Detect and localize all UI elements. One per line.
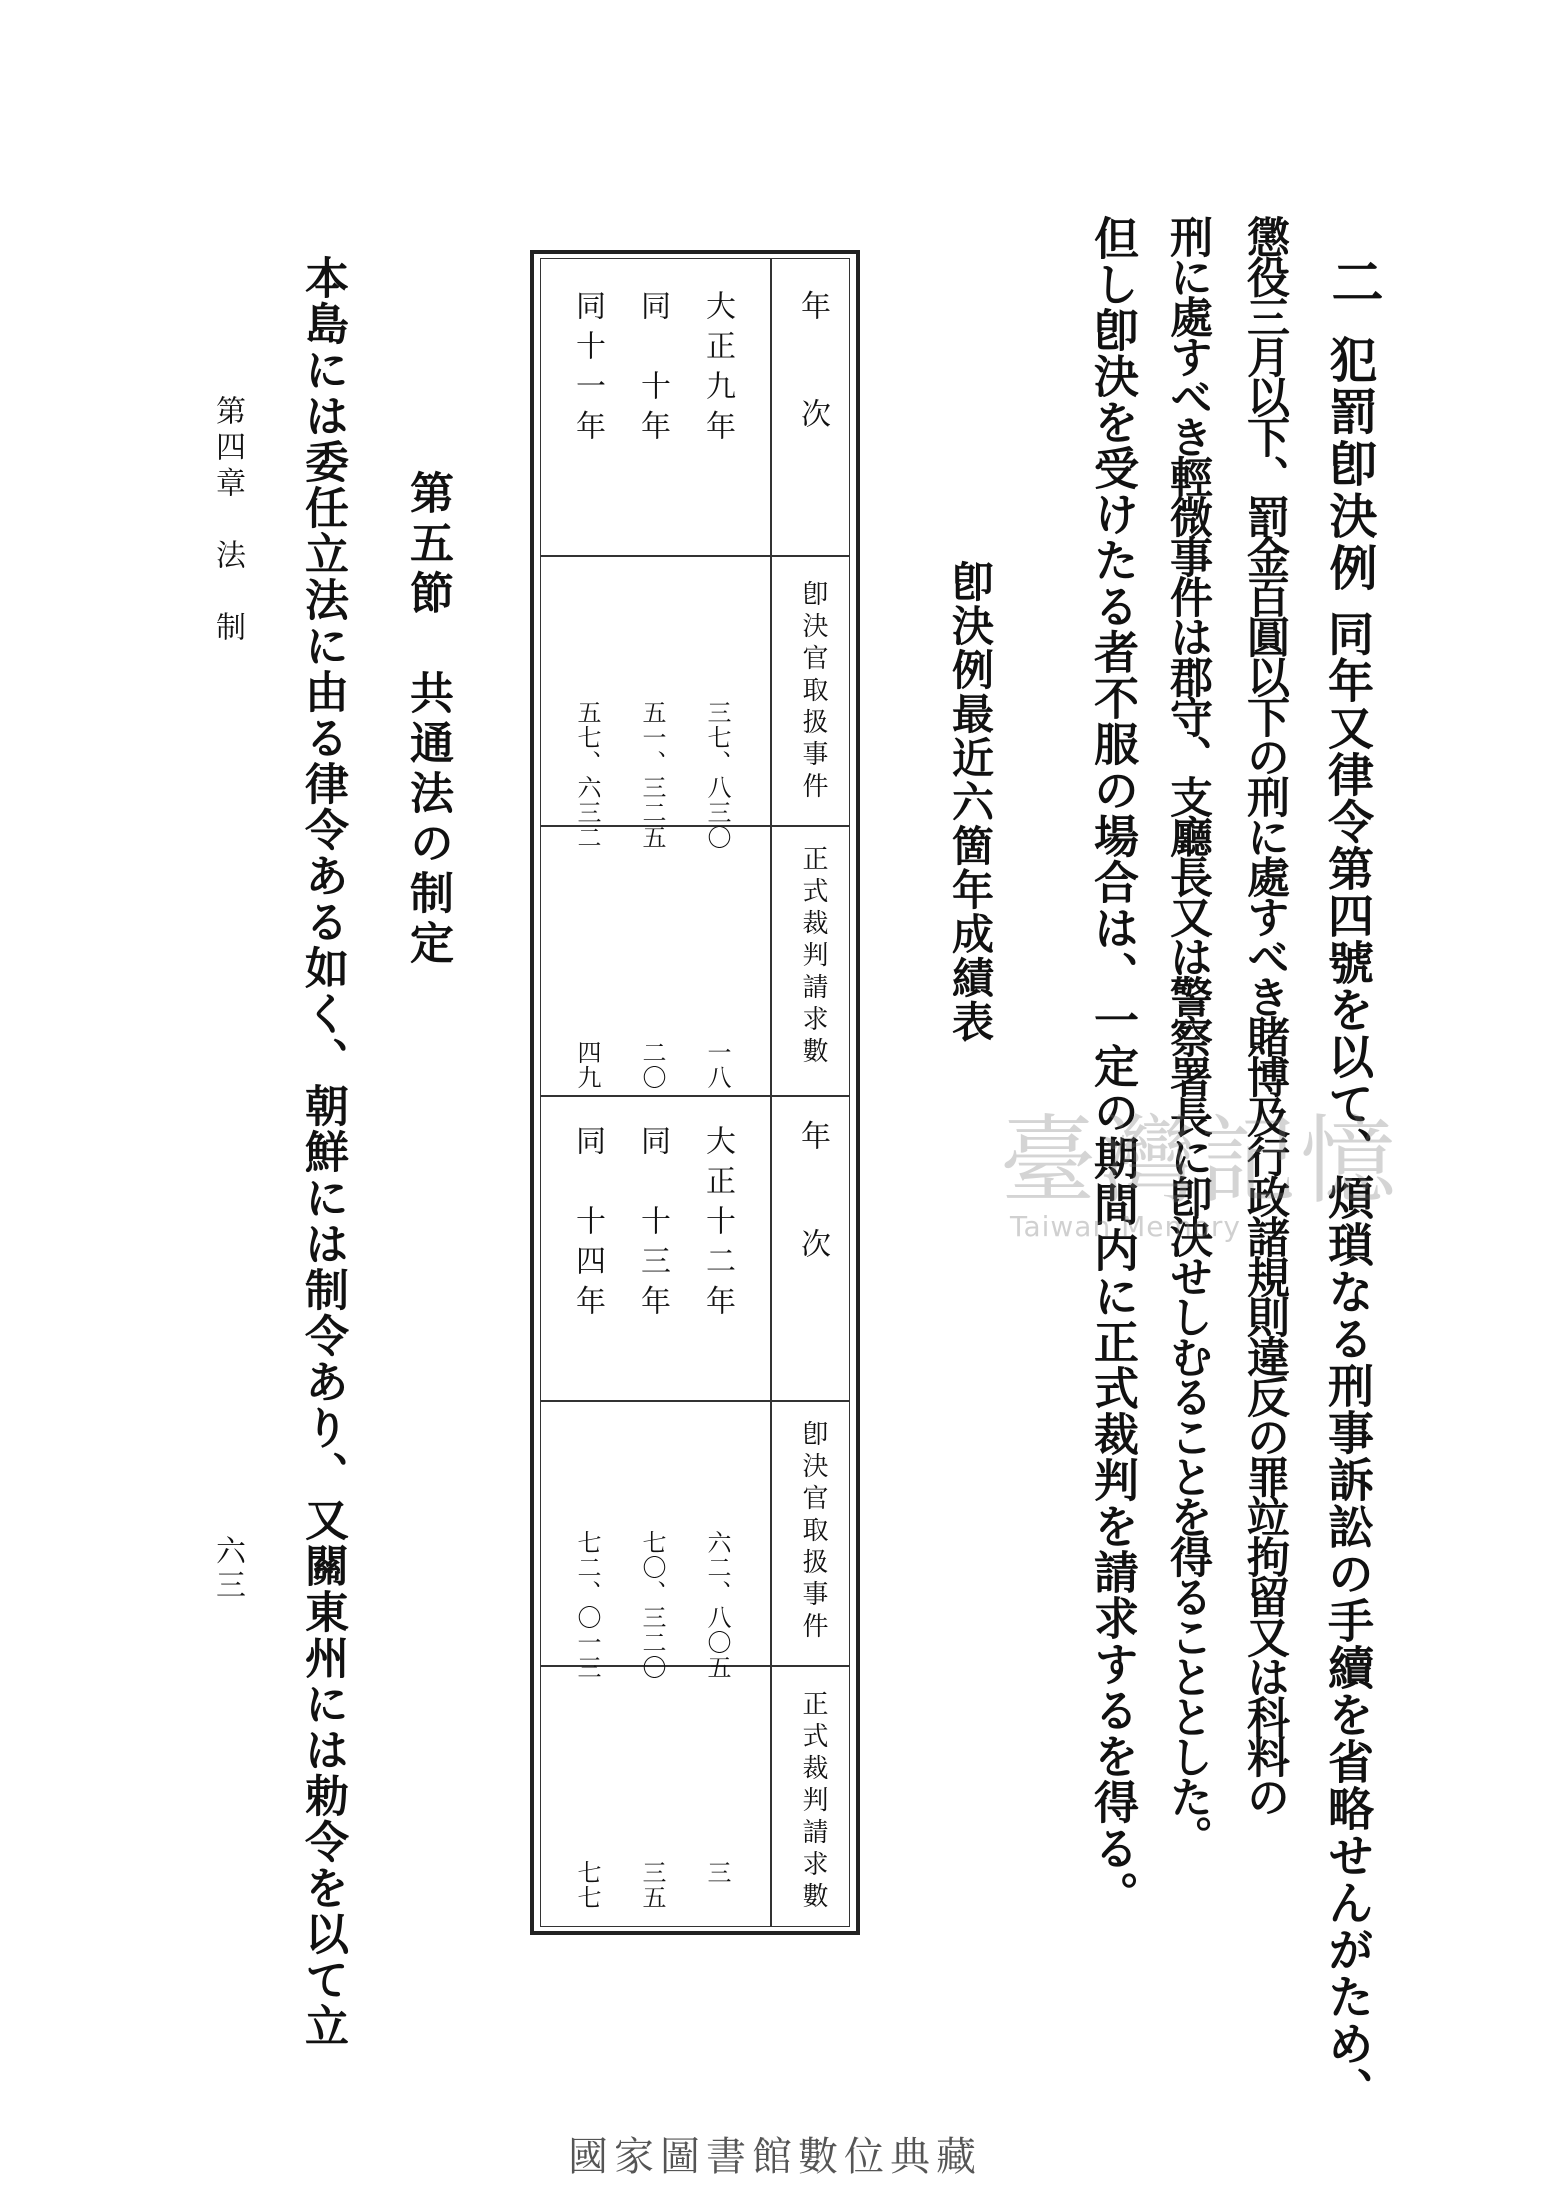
table-cell-year: 同 十三年 bbox=[635, 1125, 670, 1325]
paragraph-line-3: 刑に處すべき輕微事件は郡守、支廳長又は警察署長に卽決せしむることを得ることとした。 bbox=[1163, 215, 1213, 1855]
paragraph-line-1: 同年又律令第四號を以て、煩瑣なる刑事訴訟の手續を省略せんがため、 bbox=[1321, 610, 1375, 2114]
table-header-requests: 正式裁判請求數 bbox=[798, 1690, 828, 1914]
heading-title: 犯罰卽決例 bbox=[1321, 335, 1377, 595]
table-column-divider bbox=[770, 258, 772, 1927]
table-cell-year: 同十一年 bbox=[570, 290, 605, 450]
table-header-handled: 卽決官取扱事件 bbox=[798, 1420, 828, 1644]
table-cell-requests: 七七 bbox=[573, 1860, 601, 1910]
table-cell-handled: 七二、〇一三 bbox=[573, 1530, 601, 1680]
table-cell-requests: 二〇 bbox=[638, 1040, 666, 1090]
table-cell-handled: 六二、八〇五 bbox=[703, 1530, 731, 1680]
table-header-year: 年 次 bbox=[795, 1120, 830, 1282]
table-header-requests: 正式裁判請求數 bbox=[798, 845, 828, 1069]
heading-number: 二 bbox=[1322, 255, 1383, 311]
table-header-handled: 卽決官取扱事件 bbox=[798, 580, 828, 804]
paragraph-line-2: 懲役三月以下、罰金百圓以下の刑に處すべき賭博及行政諸規則違反の罪竝拘留又は科料の bbox=[1240, 215, 1290, 1815]
paragraph-line-4: 但し卽決を受けたる者不服の場合は、一定の期間内に正式裁判を請求するを得る。 bbox=[1086, 215, 1139, 1917]
table-cell-handled: 七〇、三二〇 bbox=[638, 1530, 666, 1680]
page-number: 六三 bbox=[210, 1535, 245, 1603]
watermark-subtext: Taiwan Memory bbox=[1010, 1210, 1241, 1243]
table-cell-handled: 五一、三二五 bbox=[638, 700, 666, 850]
table-divider bbox=[540, 1095, 850, 1097]
table-cell-year: 大正九年 bbox=[700, 290, 735, 450]
table-divider bbox=[540, 1400, 850, 1402]
table-divider bbox=[540, 555, 850, 557]
table-cell-requests: 三五 bbox=[638, 1860, 666, 1910]
running-header-chapter: 第四章 法 制 bbox=[210, 395, 245, 647]
table-cell-handled: 五七、六三二 bbox=[573, 700, 601, 850]
table-cell-requests: 四九 bbox=[573, 1040, 601, 1090]
body-text-line: 本島には委任立法に由る律令ある如く、朝鮮には制令あり、又關東州には勅令を以て立 bbox=[297, 255, 348, 2049]
section-title: 第五節 共通法の制定 bbox=[402, 470, 453, 970]
table-cell-handled: 三七、八三〇 bbox=[703, 700, 731, 850]
table-cell-requests: 三 bbox=[703, 1860, 731, 1885]
table-cell-year: 大正十二年 bbox=[700, 1125, 735, 1325]
table-title: 卽決例最近六箇年成績表 bbox=[946, 560, 995, 1044]
table-cell-requests: 一八 bbox=[703, 1040, 731, 1090]
watermark-logo: 臺灣記憶 bbox=[1000, 1105, 1400, 1217]
table-header-year: 年 次 bbox=[795, 290, 830, 452]
table-cell-year: 同 十四年 bbox=[570, 1125, 605, 1325]
table-cell-year: 同 十年 bbox=[635, 290, 670, 450]
footer-credit: 國家圖書館數位典藏 bbox=[568, 2134, 982, 2180]
